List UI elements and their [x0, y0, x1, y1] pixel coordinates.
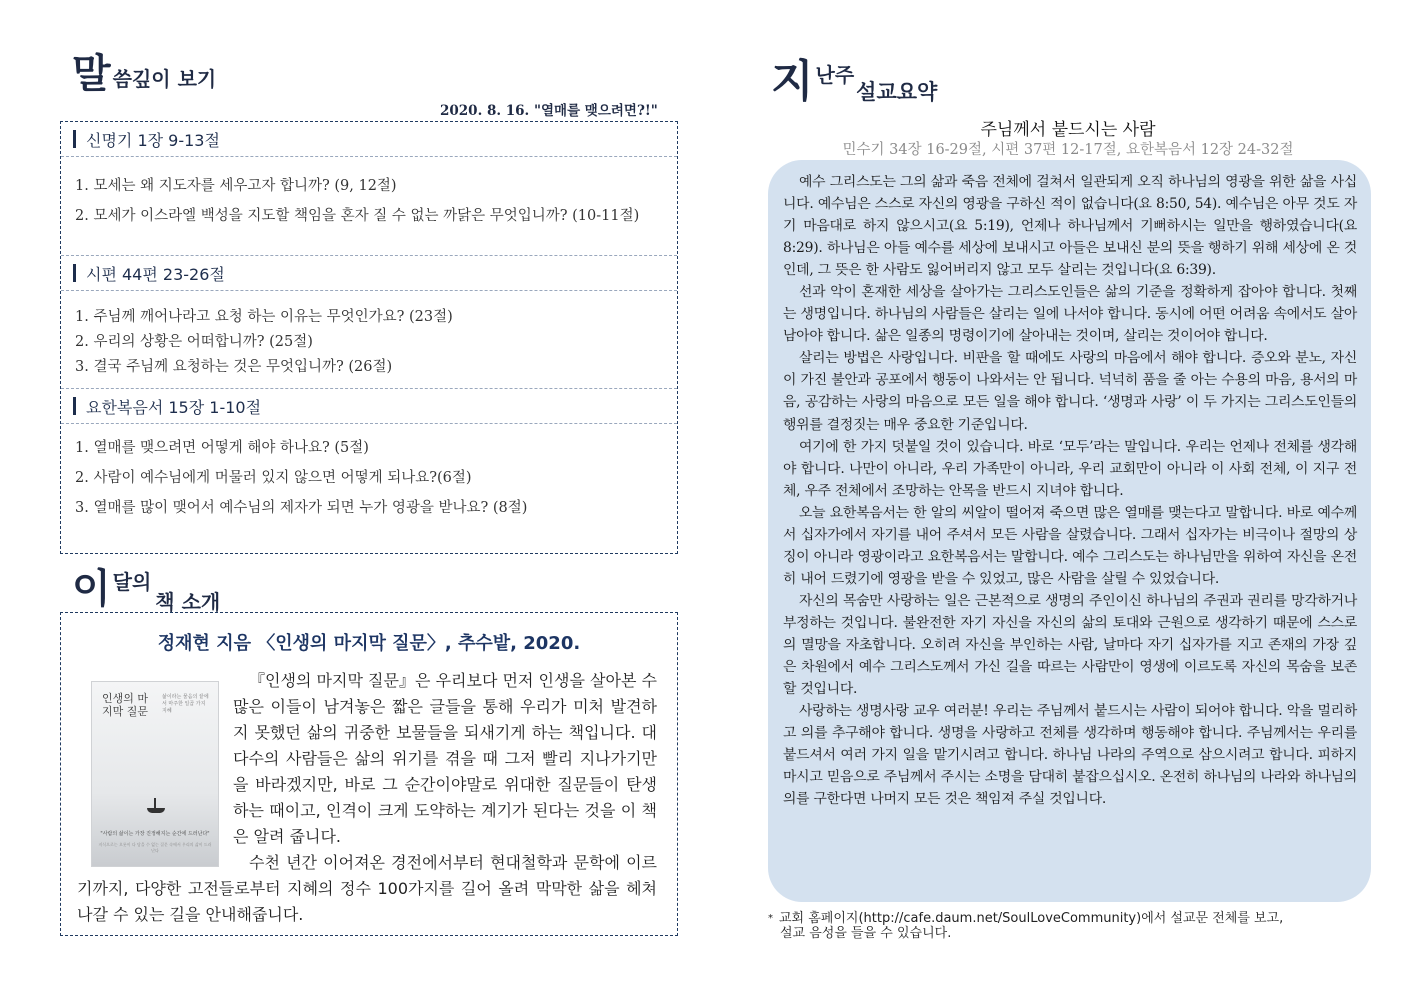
- question-item: 1. 열매를 맺으려면 어떻게 해야 하나요? (5절): [75, 440, 369, 456]
- cover-sub: 지식으로는 오롯이 다 담을 수 없는 질문 속에서 우리의 삶이 드러난다: [98, 842, 212, 853]
- cover-quote: "사람의 삶이는 가장 진정해지는 순간에 드러난다": [100, 831, 210, 837]
- sermon-heading-part2: 설교요약: [856, 79, 938, 104]
- section-heading: [61, 122, 677, 157]
- question-list: [61, 157, 677, 256]
- book-heading-part2: 책 소개: [155, 590, 221, 614]
- heading-bar: [73, 130, 76, 148]
- question-item: 2. 모세가 이스라엘 백성을 지도할 책임을 혼자 질 수 없는 까닭은 무엇입니까? (10-11절): [75, 208, 640, 224]
- section-heading-label: 시편 44편 23-26절: [86, 264, 225, 284]
- question-list: [61, 291, 677, 389]
- book-heading-part1: 달의: [112, 570, 152, 594]
- footnote-line-2: 설교 음성을 들을 수 있습니다.: [780, 926, 952, 941]
- book-paragraph: 수천 년간 이어져온 경전에서부터 현대철학과 문학에 이르기까지, 다양한 고전들로부터 지혜의 정수 100가지를 길어 올려 막막한 삶을 헤쳐 나갈 수 있는 길을 안내해줍니다.: [77, 853, 657, 924]
- section-heading-label: 요한복음서 15장 1-10절: [86, 397, 262, 417]
- footnote-text-1: 교회 홈페이지(http://cafe.daum.net/SoulLoveCommunity)에서 설교문 전체를 보고,: [779, 911, 1284, 926]
- question-item: 1. 모세는 왜 지도자를 세우고자 합니까? (9, 12절): [75, 178, 397, 194]
- heading-bar: [73, 264, 76, 282]
- footnote-mark: *: [768, 913, 773, 924]
- questions-box: [60, 121, 678, 554]
- question-item: 2. 우리의 상황은 어떠합니까? (25절): [75, 334, 313, 350]
- footnote: [768, 911, 1368, 941]
- meditation-heading-rest: 씀깊이 보기: [112, 67, 217, 91]
- section-heading: [61, 256, 677, 291]
- sermon-heading-initial: 지: [771, 56, 814, 107]
- cover-title: 인생의 마지막 질문: [102, 692, 149, 718]
- book-paragraph: 『인생의 마지막 질문』은 우리보다 먼저 인생을 살아본 수많은 이들이 남겨놓은 짧은 글들을 통해 우리가 미처 발견하지 못했던 삶의 귀중한 보물들을 되새기게 하는 책입니다. 대다수의 사람들은 삶의 위기를 겪을 때 그저 빨리 지나가기만을 바라겠지만, 바로 그 순간이야말로 위대한 질문들이 탄생하는 때이고, 인격이 크게 도약하는 계기가 된다는 것을 이 책은 알려 줍니다.: [233, 671, 657, 846]
- question-item: 1. 주님께 깨어나라고 요청 하는 이유는 무엇인가요? (23절): [75, 309, 453, 325]
- book-description: [77, 668, 657, 928]
- heading-bar: [73, 397, 76, 415]
- sermon-paragraph: 선과 악이 혼재한 세상을 살아가는 그리스도인들은 삶의 기준을 정확하게 잡아야 합니다. 첫째는 생명입니다. 하나님의 사람들은 살리는 일에 나서야 합니다. 동시에 어떤 어려움 속에서도 살아남아야 합니다. 삶은 일종의 명령이기에 살아내는 것이며, 살리는 것이어야 합니다.: [783, 284, 1357, 345]
- sermon-paragraph: 예수 그리스도는 그의 삶과 죽음 전체에 걸쳐서 일관되게 오직 하나님의 영광을 위한 삶을 사십니다. 예수님은 스스로 자신의 영광을 구하신 적이 없습니다(요 8:50, 54). 예수님은 아무 것도 자기 마음대로 하지 않으시고(요 5:19), 언제나 하나님께서 기뻐하시는 일만을 행하였습니다(요 8:29). 하나님은 아들 예수를 세상에 보내시고 아들은 보내신 분의 뜻을 행하기 위해 세상에 온 것인데, 그 뜻은 한 사람도 잃어버리지 않고 모두 살리는 것입니다(요 6:39).: [783, 174, 1357, 279]
- sermon-summary-box: [768, 160, 1371, 902]
- sermon-paragraph: 자신의 목숨만 사랑하는 일은 근본적으로 생명의 주인이신 하나님의 주권과 권리를 망각하거나 부정하는 것입니다. 불완전한 자기 자신을 자신의 삶의 토대와 근원으로 생각하기 때문에 스스로의 멸망을 자초합니다. 오히려 자신을 부인하는 사람, 날마다 자기 십자가를 지고 존재의 가장 깊은 차원에서 예수 그리스도께서 가신 길을 따르는 사람만이 영생에 이르도록 자신의 목숨을 보존할 것입니다.: [783, 592, 1357, 698]
- book-headline: 정재현 지음 〈인생의 마지막 질문〉, 추수밭, 2020.: [157, 633, 581, 654]
- sermon-paragraph: 살리는 방법은 사랑입니다. 비판을 할 때에도 사랑의 마음에서 해야 합니다. 증오와 분노, 자신이 가진 불안과 공포에서 행동이 나와서는 안 됩니다. 넉넉히 품을 줄 아는 수용의 마음, 용서의 마음, 공감하는 사랑의 마음으로 모든 일을 해야 합니다. ‘생명과 사랑’ 이 두 가지는 그리스도인들의 행위를 결정짓는 매우 중요한 기준입니다.: [783, 350, 1357, 433]
- sermon-heading: [771, 56, 938, 107]
- date-line: 2020. 8. 16. "열매를 맺으려면?!": [440, 103, 658, 119]
- section-heading-label: 신명기 1장 9-13절: [86, 130, 220, 150]
- section-heading: [61, 389, 677, 424]
- book-box: [60, 612, 678, 936]
- sermon-title: 주님께서 붙드시는 사람: [980, 120, 1156, 140]
- cover-subtitle: 삶이라는 물음의 끝에서 마주한 일곱 가지 지혜: [162, 694, 209, 714]
- sermon-paragraph: 여기에 한 가지 덧붙일 것이 있습니다. 바로 ‘모두’라는 말입니다. 우리는 언제나 전체를 생각해야 합니다. 나만이 아니라, 우리 가족만이 아니라, 우리 교회만이 아니라 이 사회 전체, 이 지구 전체, 우주 전체에서 조망하는 안목을 반드시 지녀야 합니다.: [783, 438, 1357, 499]
- question-item: 3. 결국 주님께 요청하는 것은 무엇입니까? (26절): [75, 359, 393, 375]
- footnote-line-1: [768, 911, 1368, 926]
- meditation-heading-initial: 말: [72, 50, 111, 97]
- cover-spacer: [77, 668, 233, 868]
- book-heading-initial: 이: [72, 565, 111, 612]
- question-item: 2. 사람이 예수님에게 머물러 있지 않으면 어떻게 되나요?(6절): [75, 470, 472, 486]
- book-heading: [72, 565, 221, 614]
- sermon-reference: 민수기 34장 16-29절, 시편 37편 12-17절, 요한복음서 12장 24-32절: [842, 142, 1294, 158]
- meditation-heading: [72, 50, 217, 97]
- sermon-paragraph: 오늘 요한복음서는 한 알의 씨알이 떨어져 죽으면 많은 열매를 맺는다고 말합니다. 바로 예수께서 십자가에서 자기를 내어 주셔서 모든 사람을 살렸습니다. 그래서 십자가는 비극이나 절망의 상징이 아니라 영광이라고 요한복음서는 말합니다. 예수 그리스도는 하나님만을 위하여 자신을 온전히 내어 드렸기에 영광을 받을 수 있었고, 많은 사람을 살릴 수 있었습니다.: [783, 504, 1357, 587]
- question-item: 3. 열매를 많이 맺어서 예수님의 제자가 되면 누가 영광을 받나요? (8절): [75, 500, 528, 516]
- sermon-paragraph: 사랑하는 생명사랑 교우 여러분! 우리는 주님께서 붙드시는 사람이 되어야 합니다. 악을 멀리하고 의를 추구해야 합니다. 생명을 사랑하고 전체를 생각하며 행동해야 합니다. 주님께서는 우리를 붙드셔서 여러 가지 일을 맡기시려고 합니다. 하나님 나라의 주역으로 삼으시려고 합니다. 피하지 마시고 믿음으로 주님께서 주시는 소명을 담대히 붙잡으십시오. 온전히 하나님의 나라와 하나님의 의를 구한다면 나머지 모든 것은 책임져 주실 것입니다.: [783, 703, 1357, 808]
- sermon-heading-part1: 난주: [815, 63, 855, 87]
- question-list: [61, 424, 677, 523]
